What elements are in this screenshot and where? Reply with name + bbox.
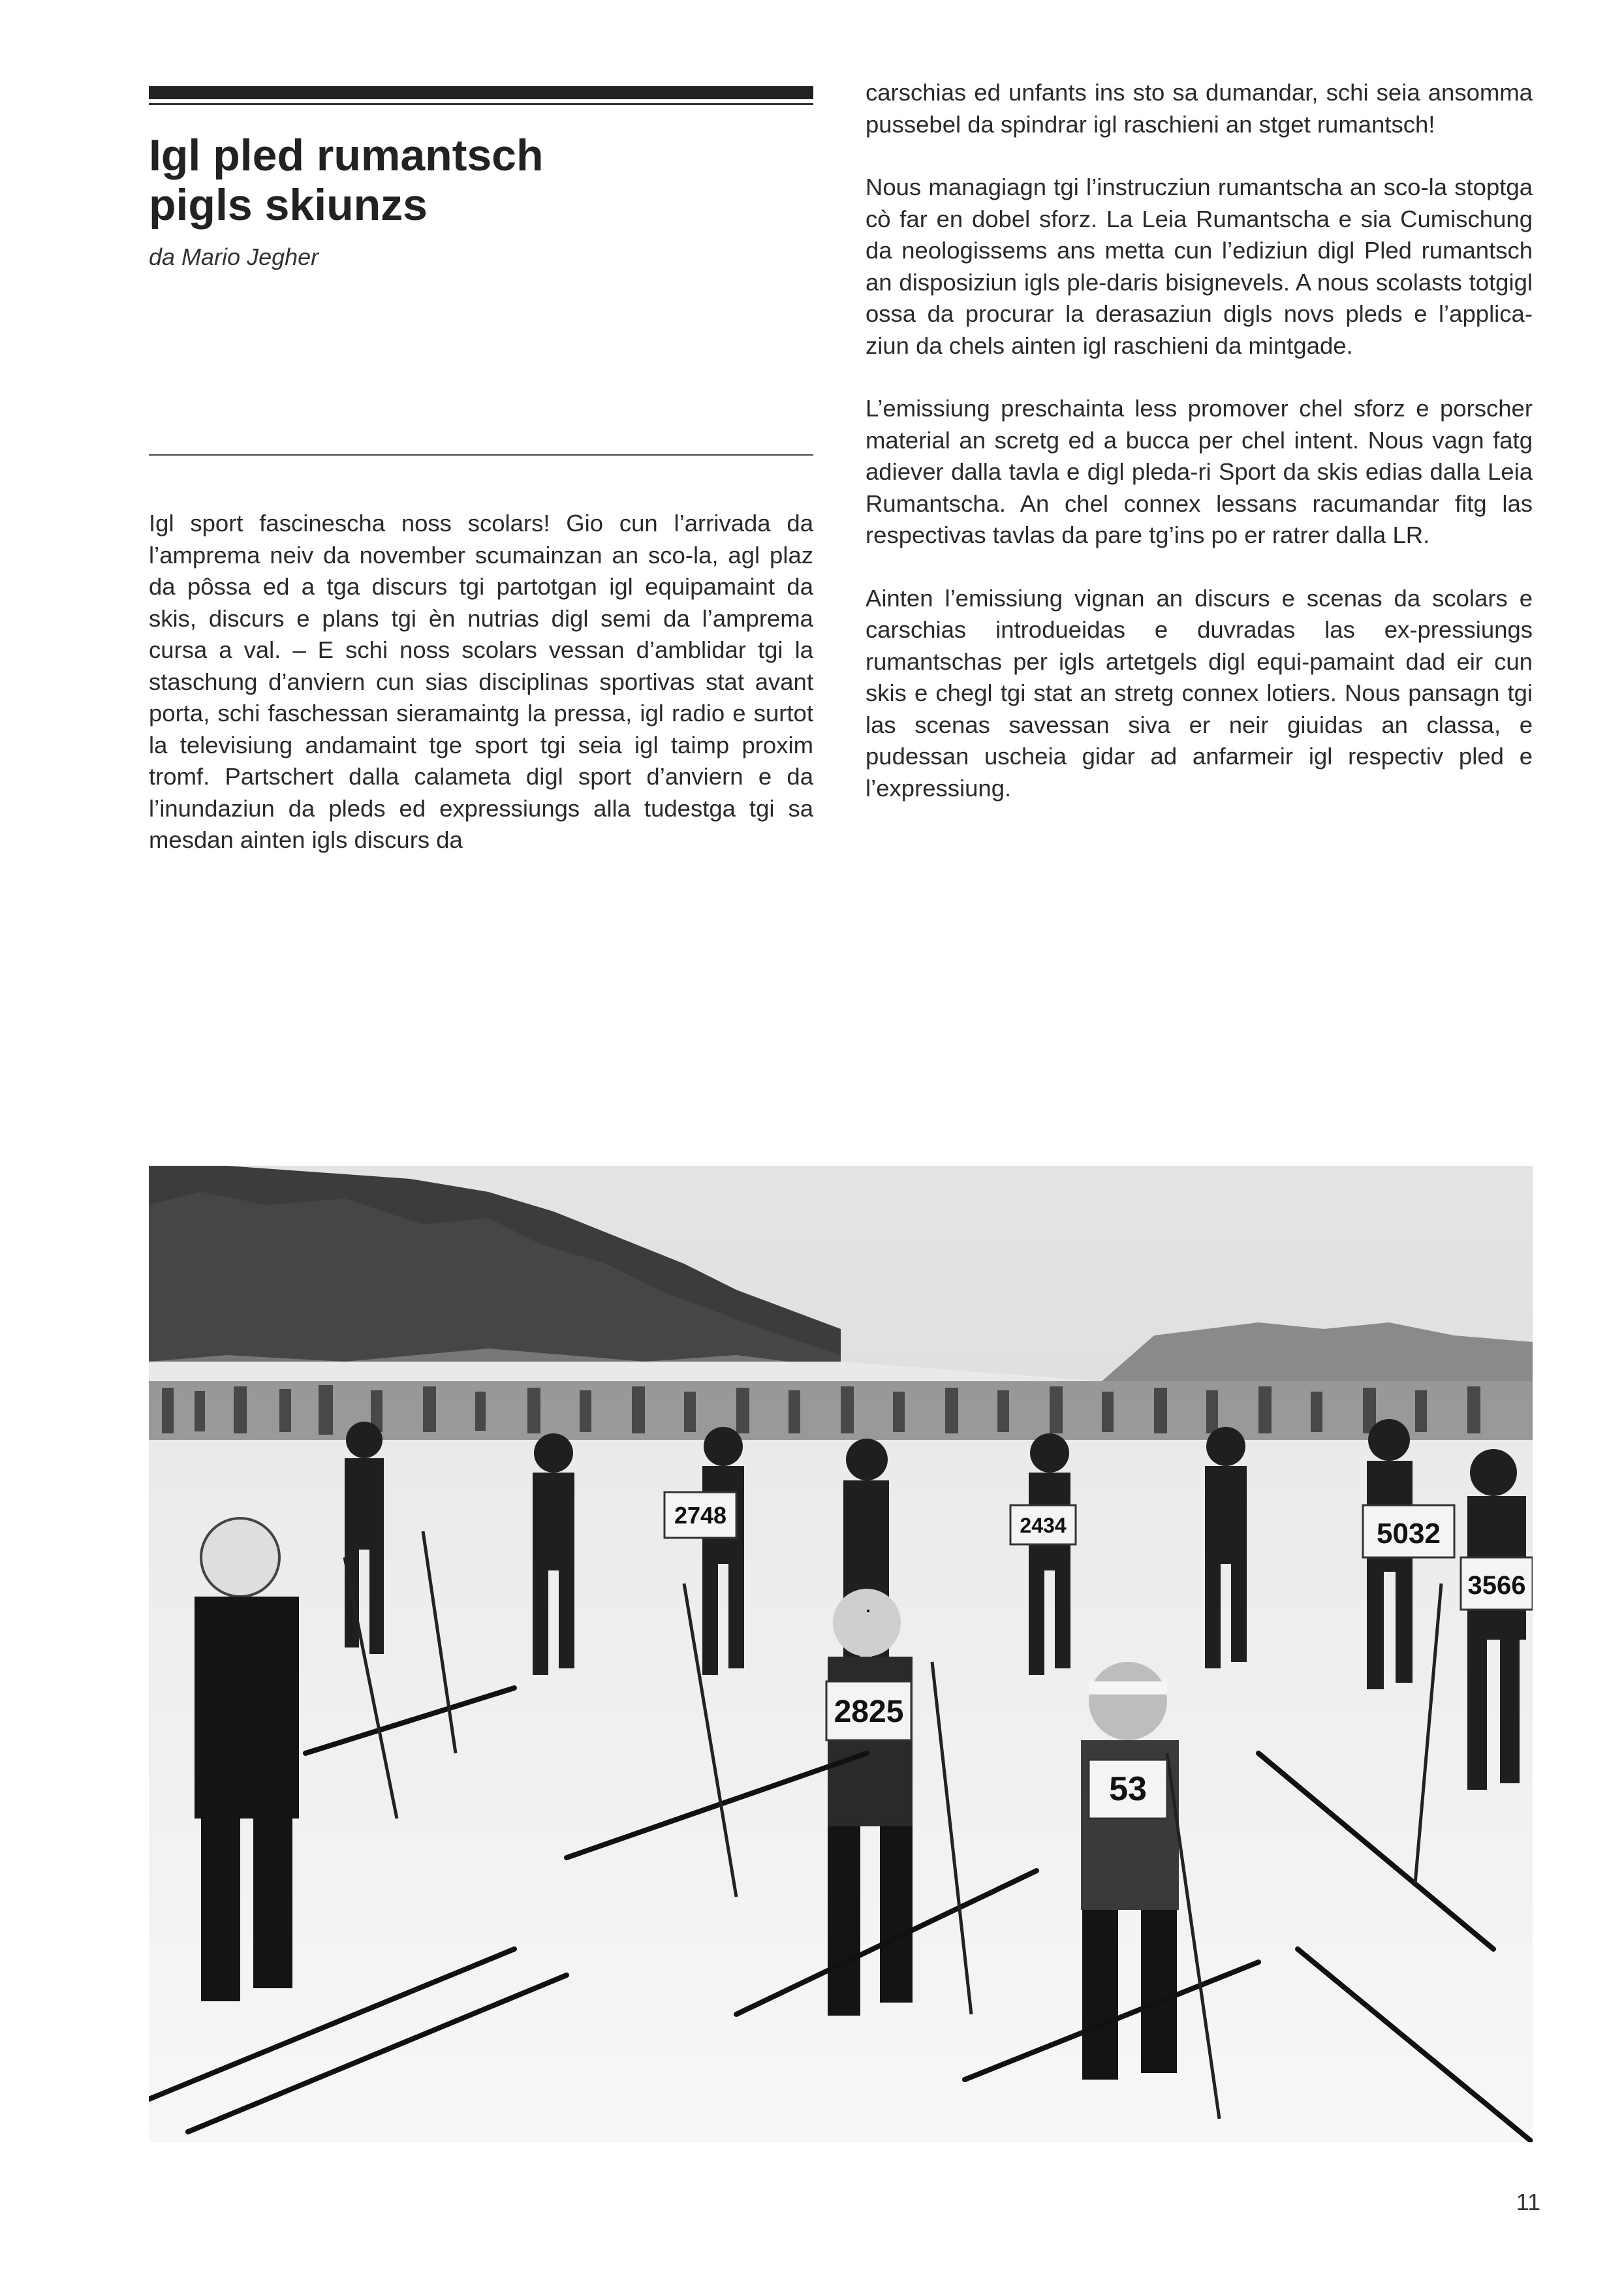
right-paragraph-1: carschias ed unfants ins sto sa dumandar, schi seia ansomma pussebel da spindrar igl raschieni an stget rumantsch! (866, 79, 1533, 138)
right-text-column (866, 77, 1533, 804)
bib-number: 5032 (1377, 1518, 1441, 1550)
cross-country-ski-race-photo (149, 1166, 1533, 2142)
left-text-column (149, 508, 813, 856)
article-title-line-1: Igl pled rumantsch (149, 131, 544, 180)
page-number: 11 (1516, 2189, 1540, 2215)
article-title (149, 131, 802, 230)
bib-number: 53 (1109, 1770, 1147, 1808)
headband (1089, 1681, 1167, 1694)
bib-number: 2748 (674, 1502, 727, 1529)
bib-number: 2825 (834, 1694, 904, 1729)
bib-number: 3566 (1467, 1571, 1526, 1600)
right-paragraph-3: L’emissiung preschainta less promover chel sforz e porscher material an scretg ed a bucca per chel intent. Nous vagn fatg adiever dalla tavla e digl pleda-ri Sport da skis edias dalla Leia Rumantscha. An chel connex lessans racumandar fitg las respectivas tavlas da pare tg’ins po er ratrer dalla LR. (866, 395, 1533, 548)
right-paragraph-4: Ainten l’emissiung vignan an discurs e scenas da scolars e carschias introdueidas e duvradas las ex-pressiungs rumantschas per igls artetgels digl equi-pamaint dad eir cun skis e chegl tgi stat an stretg connex lotiers. Nous pansagn tgi las scenas savessan siva er neir giuidas an classa, e pudessan uscheia gidar ad anfarmeir igl respectiv pled e l’expressiung. (866, 584, 1533, 802)
header-rule-thin (149, 103, 813, 105)
article-byline: da Mario Jegher (149, 243, 319, 270)
left-paragraph-1: Igl sport fascinescha noss scolars! Gio cun l’arrivada da l’amprema neiv da november scumainzan an sco-la, agl plaz da pôssa ed a tga discurs tgi partotgan igl equipamaint da skis, discurs e plans tgi èn nutrias digl semi da l’amprema cursa a val. – E schi noss scolars vessan d’amblidar tgi la staschung d’anviern cun sias disciplinas sportivas stat avant porta, schi faschessan sieramaintg la pressa, igl radio e surtot la televisiung andamaint tge sport tgi seia igl taimp proxim tromf. Partschert dalla calameta digl sport d’anviern e da l’inundaziun da pleds ed expressiungs alla tudestga tgi sa mesdan ainten igls discurs da (149, 510, 813, 853)
photo-illustration (149, 1166, 1533, 2142)
section-divider (149, 454, 813, 456)
article-title-line-2: pigls skiunzs (149, 180, 428, 230)
bib-number: 2434 (1020, 1514, 1067, 1537)
right-paragraph-2: Nous managiagn tgi l’instrucziun rumantscha an sco-la stoptga cò far en dobel sforz. La Leia Rumantscha e sia Cumischung da neologissems ans metta cun l’ediziun digl Pled rumantsch an disposiziun igls ple-daris bisignevels. A nous scolasts totgigl ossa da procurar la derasaziun digls novs pleds e l’applica-ziun da chels ainten igl raschieni da mintgade. (866, 174, 1533, 359)
header-rule-thick (149, 86, 813, 99)
